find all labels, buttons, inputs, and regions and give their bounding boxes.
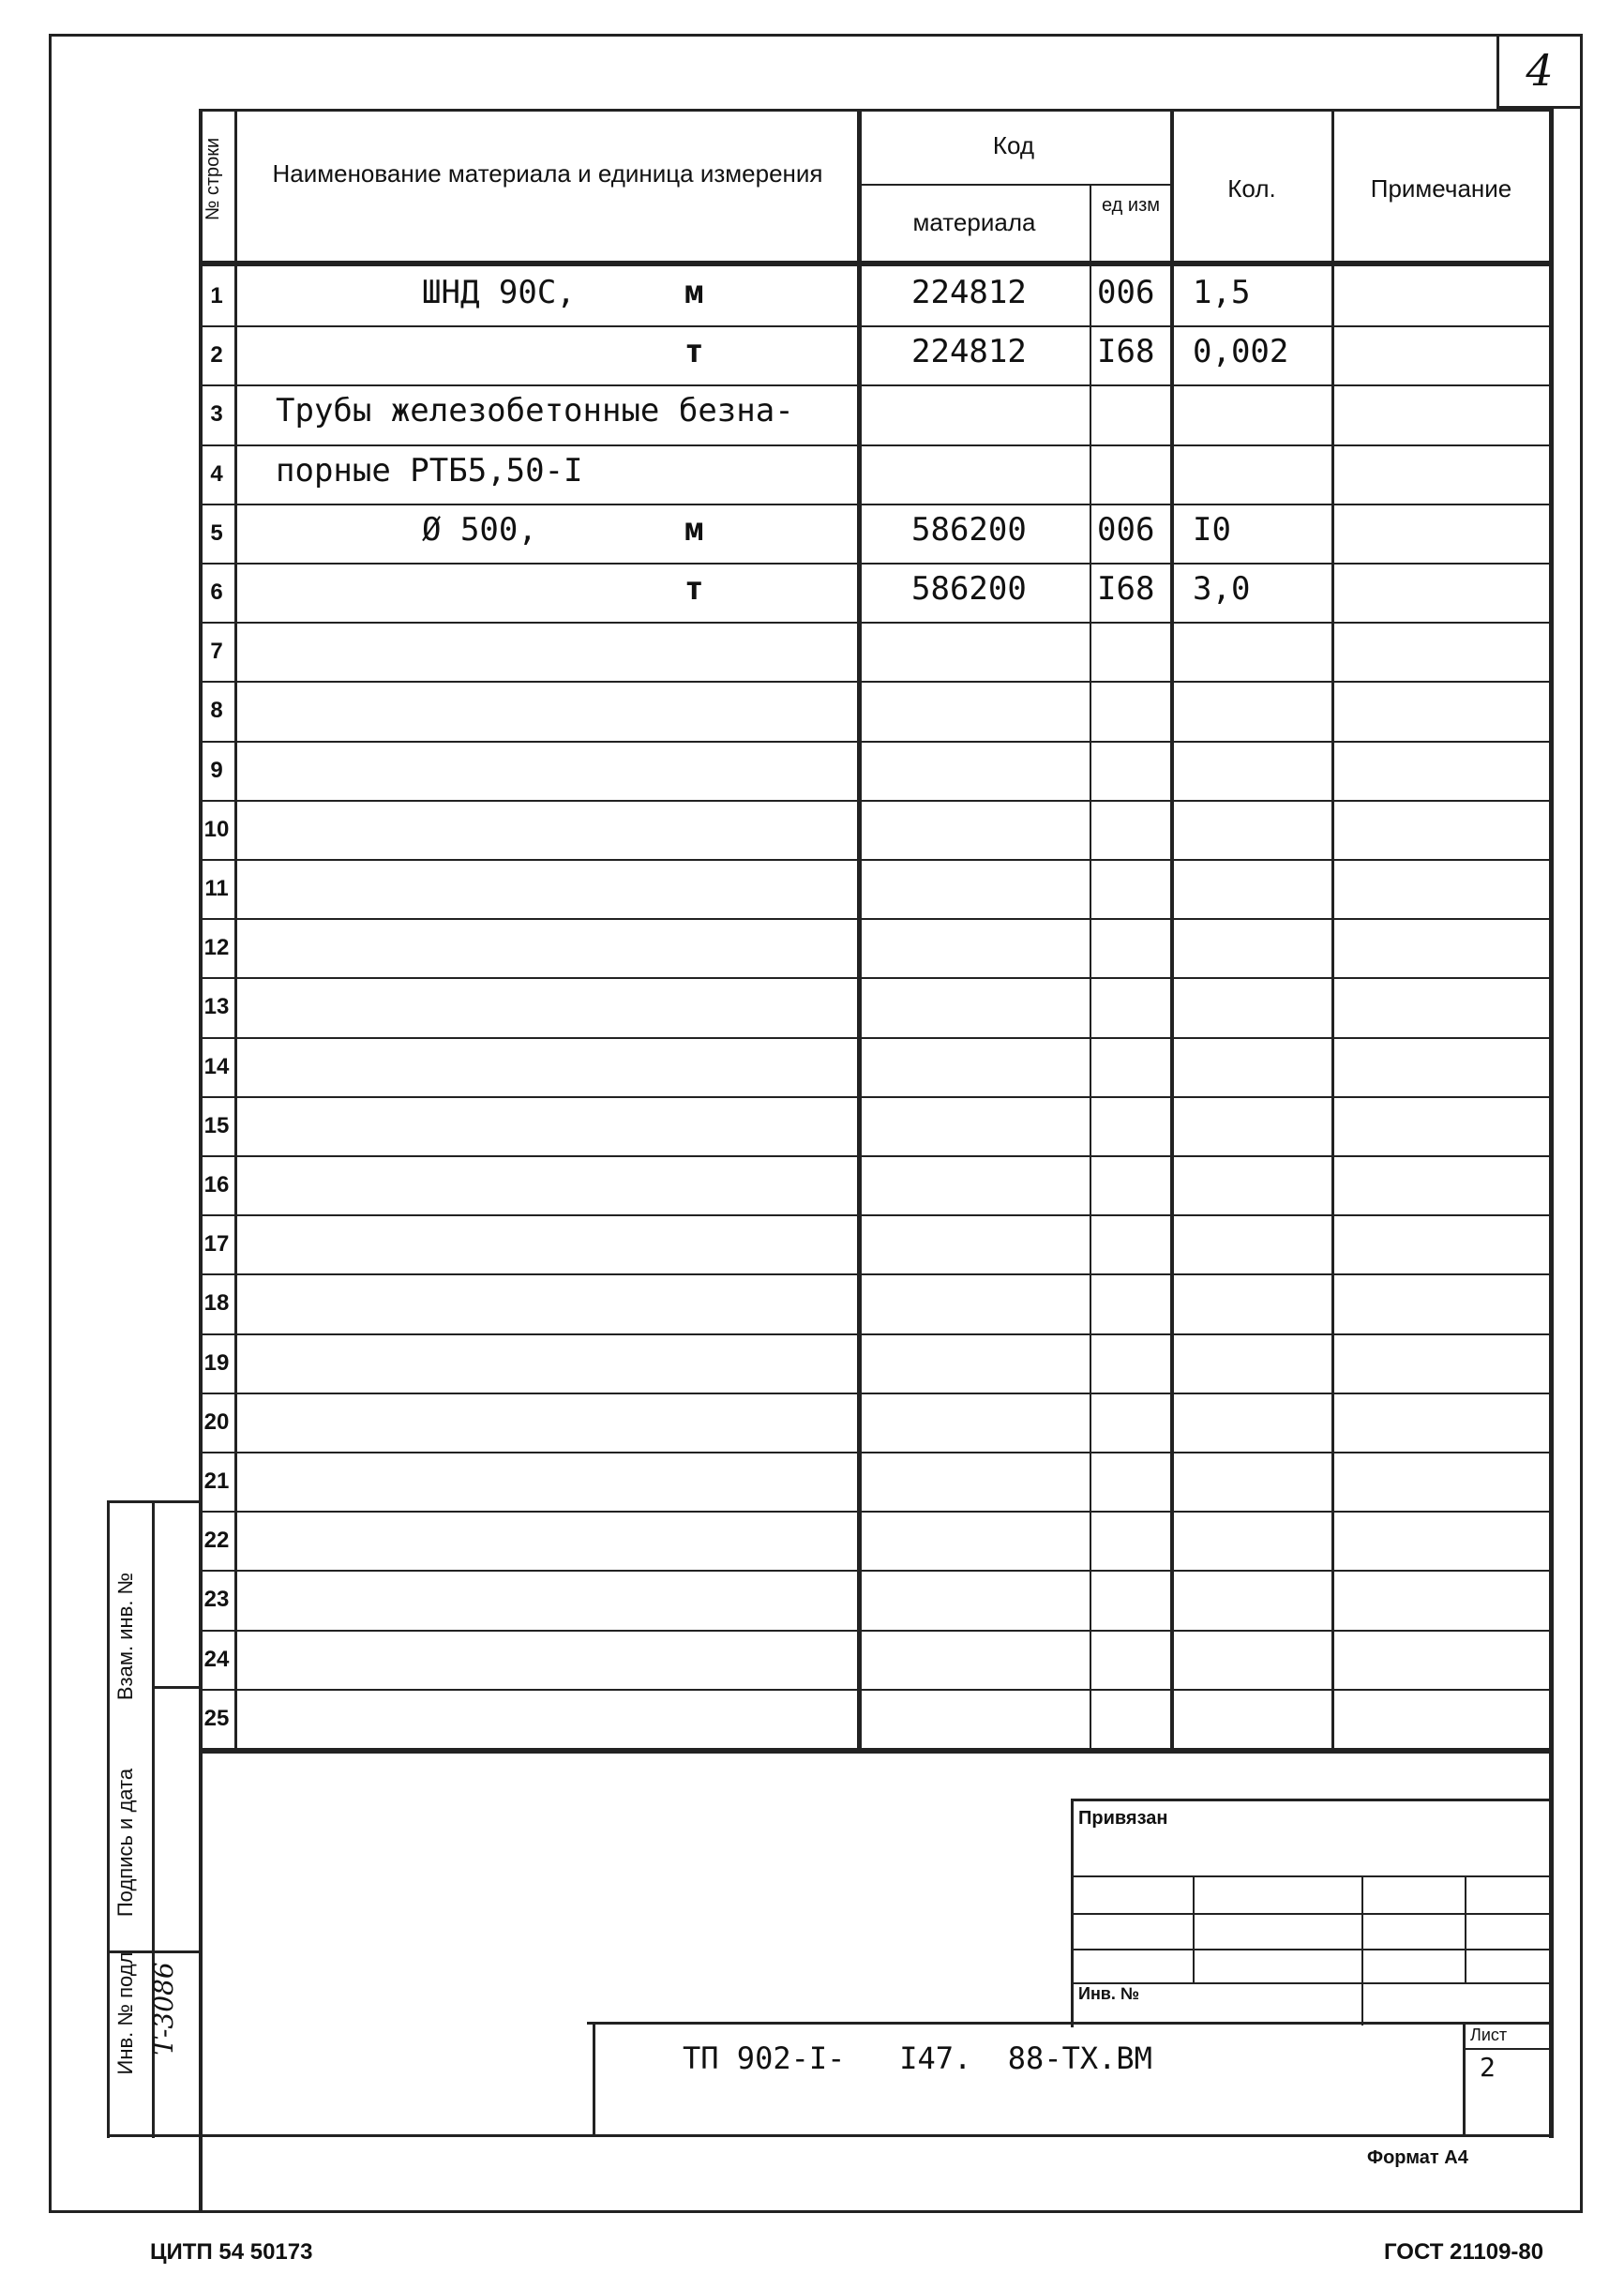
row-name: Ø 500,	[422, 511, 537, 549]
col-line-name	[857, 109, 862, 1752]
row-number: 25	[203, 1706, 230, 1731]
row-divider	[199, 1096, 1549, 1098]
title-sheet-divider	[1463, 2048, 1549, 2050]
row-unit: м	[684, 511, 704, 549]
row-divider	[199, 1630, 1549, 1632]
row-number: 12	[203, 935, 230, 960]
row-number: 14	[203, 1054, 230, 1079]
row-divider	[199, 1333, 1549, 1335]
row-number: 4	[210, 461, 223, 487]
row-material-code: 224812	[911, 333, 1027, 370]
row-divider	[199, 681, 1549, 683]
sheet-value: 2	[1480, 2052, 1496, 2083]
row-material-code: 586200	[911, 570, 1027, 608]
stamp-left-outer	[107, 1500, 110, 2138]
row-divider	[199, 1570, 1549, 1572]
row-number: 5	[210, 520, 223, 546]
row-unit-code: I68	[1097, 570, 1155, 608]
header-code-divider	[857, 184, 1170, 186]
col-line-material	[1090, 184, 1091, 1748]
row-number: 11	[204, 876, 229, 901]
row-number: 19	[203, 1350, 230, 1376]
title-row-1	[1071, 1875, 1549, 1877]
title-col-3	[1465, 1875, 1466, 1982]
table-bottom-border	[199, 1748, 1549, 1754]
row-quantity: 1,5	[1193, 274, 1251, 311]
title-main-top	[587, 2022, 1549, 2025]
row-divider	[199, 859, 1549, 861]
row-name: порные РТБ5,50-I	[276, 452, 583, 489]
row-divider	[199, 800, 1549, 802]
title-col-2	[1361, 1875, 1363, 2025]
footer-left: ЦИТП 54 50173	[150, 2239, 313, 2265]
row-divider	[199, 1273, 1549, 1275]
row-number: 13	[203, 994, 230, 1019]
row-number: 18	[203, 1290, 230, 1316]
row-number: 6	[210, 580, 223, 605]
header-bottom-border	[199, 261, 1549, 266]
header-note: Примечание	[1370, 174, 1512, 203]
row-unit: т	[684, 570, 704, 608]
table-top-border	[199, 109, 1549, 112]
row-number: 22	[203, 1528, 230, 1553]
row-number: 10	[203, 817, 230, 842]
row-divider	[199, 1393, 1549, 1394]
row-number: 1	[210, 283, 223, 309]
row-quantity: 3,0	[1193, 570, 1251, 608]
row-unit-code: I68	[1097, 333, 1155, 370]
title-row-2	[1071, 1913, 1549, 1915]
row-number: 15	[203, 1113, 230, 1138]
row-number: 7	[210, 639, 223, 664]
row-material-code: 586200	[911, 511, 1027, 549]
document-code: ТП 902-I- I47. 88-ТХ.ВМ	[683, 2041, 1152, 2076]
stamp-bottom	[107, 2134, 1553, 2137]
row-number: 21	[203, 1468, 230, 1494]
footer-right: ГОСТ 21109-80	[1384, 2239, 1544, 2265]
row-divider	[199, 325, 1549, 327]
row-name: ШНД 90С,	[422, 274, 576, 311]
row-divider	[199, 1214, 1549, 1216]
stamp-privyazan: Привязан	[1078, 1808, 1168, 1829]
header-code: Код	[992, 131, 1035, 159]
row-number: 2	[210, 342, 223, 368]
header-code-material: материала	[912, 208, 1036, 236]
title-col-1	[1193, 1875, 1195, 1982]
row-divider	[199, 504, 1549, 505]
row-number: 24	[203, 1647, 230, 1672]
row-divider	[199, 918, 1549, 920]
stamp-vzam-label: Взам. инв. №	[113, 1572, 137, 1701]
row-divider	[199, 1452, 1549, 1453]
row-number: 9	[210, 758, 223, 783]
format-label: Формат А4	[1367, 2147, 1468, 2168]
row-number: 3	[210, 401, 223, 427]
row-divider	[199, 1155, 1549, 1157]
row-divider	[199, 1511, 1549, 1513]
row-divider	[199, 563, 1549, 565]
row-divider	[199, 1689, 1549, 1691]
stamp-inv-podl-value: Т-3086	[148, 1962, 179, 2056]
row-unit-code: 006	[1097, 511, 1155, 549]
row-divider	[199, 741, 1549, 743]
row-number: 17	[203, 1231, 230, 1257]
header-qty: Кол.	[1227, 174, 1276, 203]
page-frame	[49, 34, 1583, 2213]
title-sheet-left	[1463, 2022, 1466, 2134]
row-divider	[199, 384, 1549, 386]
row-number: 20	[203, 1409, 230, 1435]
col-line-qty	[1331, 109, 1334, 1748]
row-quantity: I0	[1193, 511, 1231, 549]
row-number: 23	[203, 1587, 230, 1612]
stamp-top	[107, 1500, 201, 1503]
header-row-no: № строки	[203, 137, 223, 221]
row-number: 8	[210, 698, 223, 723]
row-divider	[199, 444, 1549, 446]
page-number: 4	[1526, 45, 1554, 96]
row-divider	[199, 977, 1549, 979]
stamp-divider-1	[152, 1686, 201, 1689]
title-main-left	[593, 2022, 595, 2134]
header-name: Наименование материала и единица измерения	[272, 159, 823, 188]
row-unit-code: 006	[1097, 274, 1155, 311]
title-row-4	[1071, 1982, 1549, 1984]
stamp-inv-podl-label: Инв. № подл	[113, 1951, 137, 2075]
col-line-right	[1549, 109, 1554, 2138]
row-unit: т	[684, 333, 704, 370]
row-quantity: 0,002	[1193, 333, 1289, 370]
header-code-unit: ед изм	[1101, 195, 1160, 216]
row-unit: м	[684, 274, 704, 311]
row-divider	[199, 622, 1549, 624]
row-number: 16	[203, 1172, 230, 1197]
stamp-inv-no: Инв. №	[1078, 1984, 1139, 2003]
row-divider	[199, 1037, 1549, 1039]
sheet-label: Лист	[1470, 2025, 1508, 2044]
col-line-rowno	[234, 109, 237, 1748]
col-line-unit	[1170, 109, 1174, 1748]
title-row-3	[1071, 1949, 1549, 1950]
row-material-code: 224812	[911, 274, 1027, 311]
stamp-podpis-label: Подпись и дата	[113, 1768, 137, 1918]
title-top	[1071, 1799, 1549, 1801]
row-name: Трубы железобетонные безна-	[276, 392, 794, 429]
